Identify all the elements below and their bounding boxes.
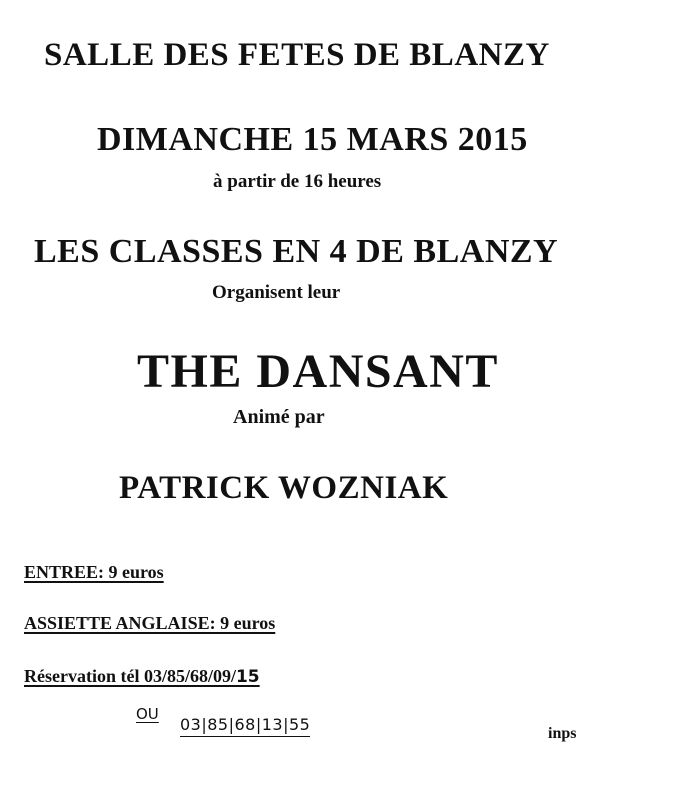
artist-name: PATRICK WOZNIAK (119, 470, 449, 506)
alternative-phone-number: 03|85|68|13|55 (180, 717, 310, 737)
reservation-text: Réservation tél 03/85/68/09/ (24, 666, 236, 686)
plate-price: ASSIETTE ANGLAISE: 9 euros (24, 613, 276, 633)
entry-price: ENTREE: 9 euros (24, 562, 164, 582)
event-title: THE DANSANT (137, 345, 499, 398)
animated-by-text: Animé par (233, 406, 325, 428)
event-date: DIMANCHE 15 MARS 2015 (97, 121, 528, 158)
venue-heading: SALLE DES FETES DE BLANZY (44, 37, 550, 73)
alternative-or-label: OU (136, 705, 159, 723)
imprint-mark: inps (548, 725, 577, 742)
event-time: à partir de 16 heures (213, 171, 382, 192)
reservation-handwritten-digits: 15 (235, 667, 260, 687)
organizers-heading: LES CLASSES EN 4 DE BLANZY (34, 233, 559, 270)
organize-text: Organisent leur (212, 282, 341, 303)
reservation-line (24, 667, 260, 686)
